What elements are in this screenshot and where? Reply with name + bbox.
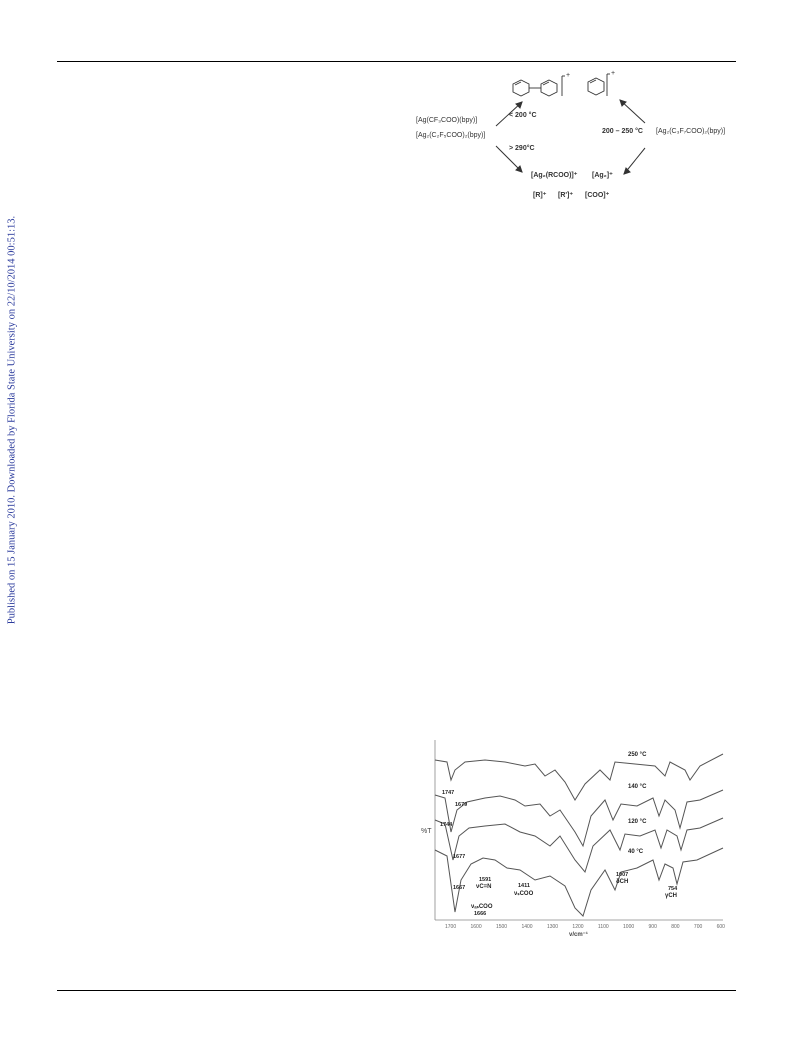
ir-spectra-figure bbox=[421, 740, 725, 940]
pyridine-structure bbox=[588, 74, 610, 96]
x-tick: 1200 bbox=[572, 924, 584, 930]
x-tick: 1100 bbox=[597, 924, 609, 930]
fragment-coo: [COO]⁺ bbox=[585, 192, 610, 199]
fragment-ag2-rcoo: [Ag₂(RCOO)]⁺ bbox=[531, 172, 578, 179]
thermal-decomposition-scheme bbox=[410, 68, 740, 208]
x-tick: 700 bbox=[693, 924, 703, 930]
trace-label-250: 250 °C bbox=[628, 752, 647, 758]
peak-label-1747: 1747 bbox=[442, 790, 455, 796]
peak-label-1411: 1411 bbox=[518, 883, 530, 889]
condition-low-temperature: < 200 °C bbox=[509, 112, 537, 119]
top-rule bbox=[57, 61, 736, 62]
x-tick: 800 bbox=[671, 924, 680, 930]
x-tick: 900 bbox=[648, 924, 657, 930]
download-notice bbox=[5, 210, 19, 630]
x-tick: 1500 bbox=[495, 924, 508, 930]
x-tick: 1600 bbox=[470, 924, 482, 930]
x-tick: 1700 bbox=[445, 924, 457, 930]
ir-traces bbox=[435, 754, 723, 916]
x-tick: 1400 bbox=[521, 924, 533, 930]
fragment-r-prime: [R']⁺ bbox=[558, 192, 574, 199]
condition-mid-temperature: 200 – 250 °C bbox=[602, 128, 643, 135]
trace-label-140: 140 °C bbox=[628, 784, 647, 790]
ir-y-label: %T bbox=[421, 828, 432, 835]
download-notice-text: Published on 15 January 2010. Downloaded by Florida State University on 22/10/2014 00:51:13. bbox=[6, 215, 18, 625]
left-compound-1: [Ag(CF₃COO)(bpy)] bbox=[416, 117, 478, 124]
ir-spectra-drawing bbox=[425, 740, 725, 940]
assignment-vascoo: νₐₛCOO bbox=[471, 904, 493, 910]
ir-x-ticks bbox=[445, 924, 725, 930]
fragment-r: [R]⁺ bbox=[533, 192, 547, 199]
bottom-rule bbox=[57, 990, 736, 991]
fragment-ag2: [Ag₂]⁺ bbox=[592, 172, 613, 179]
peak-label-1744: 1744 bbox=[440, 822, 453, 828]
x-tick: 1300 bbox=[546, 924, 559, 930]
bipyridine-charge: + bbox=[566, 72, 571, 79]
peak-label-1679: 1679 bbox=[455, 802, 468, 808]
trace-250C bbox=[435, 754, 723, 800]
assignment-vscoo: νₛCOO bbox=[514, 891, 534, 897]
right-compound: [Ag₂(C₃F₇COO)₂(bpy)] bbox=[656, 128, 726, 135]
peak-label-1677: 1677 bbox=[453, 854, 466, 860]
assignment-gch: γCH bbox=[665, 893, 678, 899]
peak-label-1591: 1591 bbox=[479, 877, 492, 883]
assignment-dch: δCH bbox=[616, 879, 629, 885]
x-tick: 600 bbox=[716, 924, 725, 930]
trace-140C bbox=[435, 790, 723, 846]
x-tick: 1000 bbox=[623, 924, 635, 930]
peak-label-1667: 1667 bbox=[453, 885, 466, 891]
trace-label-120: 120 °C bbox=[628, 819, 647, 825]
ir-x-label: v/cm⁻¹ bbox=[569, 932, 588, 938]
peak-label-1007: 1007 bbox=[616, 872, 629, 878]
trace-label-40: 40 °C bbox=[628, 849, 644, 855]
bipyridine-structure bbox=[513, 76, 565, 96]
condition-high-temperature: > 290°C bbox=[509, 145, 535, 152]
pyridine-charge: + bbox=[611, 70, 616, 77]
left-compound-2: [Ag₂(C₂F₅COO)₂(bpy)] bbox=[416, 132, 486, 139]
assignment-vcn: νC=N bbox=[476, 884, 492, 890]
peak-label-754: 754 bbox=[668, 886, 678, 892]
peak-label-1666: 1666 bbox=[474, 911, 487, 917]
